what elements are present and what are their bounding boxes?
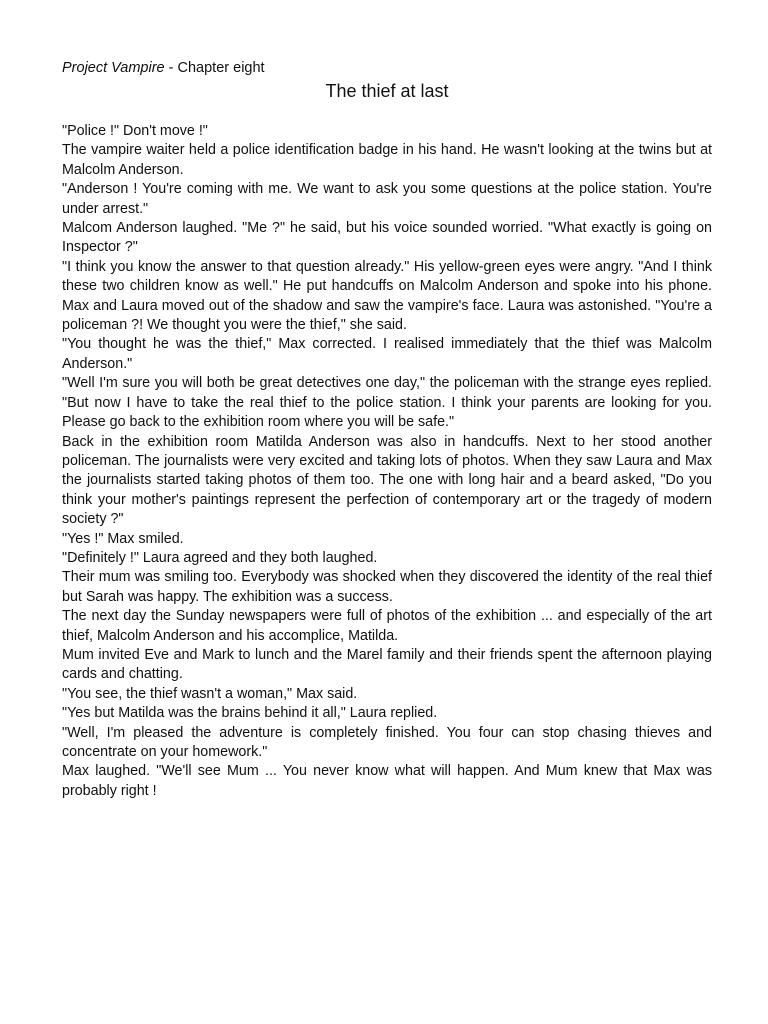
header-separator: - [164, 60, 178, 76]
paragraph: Back in the exhibition room Matilda Anderson was also in handcuffs. Next to her stood another policeman. The journalists were very excited and taking lots of photos. When they saw Laura and Max the journalists started taking photos of them too. The one with long hair and a beard asked, "Do you think your mother's paintings represent the perfection of contemporary art or the tragedy of modern society ?" [62, 433, 712, 528]
paragraph: "Anderson ! You're coming with me. We want to ask you some questions at the police station. You're under arrest." [62, 181, 712, 217]
paragraph: "Police !" Don't move !" [62, 123, 208, 139]
paragraph: "Yes but Matilda was the brains behind it all," Laura replied. [62, 705, 438, 722]
paragraph: "I think you know the answer to that question already." His yellow-green eyes were angry. "And I think these two children know as well." He put handcuffs on Malcolm Anderson and spoke into his phone. Max and Laura moved out of the shadow and saw the vampire's face. Laura was astonished. "You're a policeman ?! We thought you were the thief," she said. [62, 258, 712, 334]
chapter-label: Chapter eight [177, 60, 265, 76]
paragraph: "Yes !" Max smiled. [62, 530, 184, 547]
chapter-body [62, 122, 712, 801]
paragraph: "You see, the thief wasn't a woman," Max said. [62, 685, 358, 702]
document-page [62, 57, 712, 801]
chapter-title: The thief at last [325, 81, 449, 101]
paragraph: "Well I'm sure you will both be great detectives one day," the policeman with the strange eyes replied. "But now I have to take the real thief to the police station. I think your parents are looking for you. Please go back to the exhibition room where you will be safe." [62, 375, 712, 431]
paragraph: "Definitely !" Laura agreed and they both laughed. [62, 549, 378, 566]
paragraph: "Well, I'm pleased the adventure is completely finished. You four can stop chasing thieves and concentrate on your homework." [62, 724, 712, 760]
paragraph: The next day the Sunday newspapers were full of photos of the exhibition ... and especially of the art thief, Malcolm Anderson and his accomplice, Matilda. [62, 608, 712, 644]
paragraph: "You thought he was the thief," Max corrected. I realised immediately that the thief was Malcolm Anderson." [62, 336, 712, 372]
running-header [62, 57, 712, 79]
paragraph: Max laughed. "We'll see Mum ... You never know what will happen. And Mum knew that Max was probably right ! [62, 763, 712, 799]
paragraph: The vampire waiter held a police identification badge in his hand. He wasn't looking at the twins but at Malcolm Anderson. [62, 142, 712, 178]
paragraph: Mum invited Eve and Mark to lunch and the Marel family and their friends spent the afternoon playing cards and chatting. [62, 646, 712, 683]
book-title: Project Vampire [62, 60, 165, 76]
paragraph: Their mum was smiling too. Everybody was shocked when they discovered the identity of the real thief but Sarah was happy. The exhibition was a success. [62, 569, 712, 605]
paragraph: Malcom Anderson laughed. "Me ?" he said, but his voice sounded worried. "What exactly is going on Inspector ?" [62, 220, 712, 256]
